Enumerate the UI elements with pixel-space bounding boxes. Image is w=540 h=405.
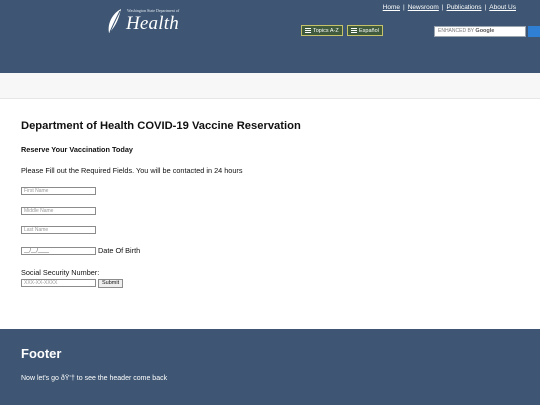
list-icon <box>305 28 311 33</box>
ssn-label: Social Security Number: <box>21 268 100 277</box>
leaf-logo-icon <box>105 7 125 35</box>
home-link[interactable]: Home <box>382 4 401 11</box>
espanol-label: Español <box>359 28 379 34</box>
link-separator: | <box>403 4 405 11</box>
site-footer <box>0 329 540 405</box>
newsroom-link[interactable]: Newsroom <box>407 4 439 11</box>
date-of-birth-field[interactable]: __/__/____ <box>21 247 96 255</box>
ssn-field[interactable]: XXX-XX-XXXX <box>21 279 96 287</box>
page-subtitle: Reserve Your Vaccination Today <box>21 145 133 154</box>
site-header <box>0 0 540 73</box>
doh-logo[interactable] <box>105 6 180 36</box>
about-us-link[interactable]: About Us <box>489 4 516 11</box>
google-brand-text: Google <box>475 28 495 34</box>
nav-band <box>0 73 540 99</box>
submit-button[interactable]: Submit <box>98 279 123 288</box>
list-icon <box>351 28 357 33</box>
last-name-field[interactable]: Last Name <box>21 226 96 234</box>
page-title: Department of Health COVID-19 Vaccine Reservation <box>21 120 301 132</box>
search-button[interactable] <box>528 26 540 37</box>
espanol-button[interactable] <box>347 25 383 36</box>
topics-a-z-label: Topics A-Z <box>313 28 339 34</box>
publications-link[interactable]: Publications <box>446 4 482 11</box>
link-separator: | <box>441 4 444 11</box>
link-separator: | <box>484 4 487 11</box>
topics-a-z-button[interactable] <box>301 25 343 36</box>
top-links <box>383 4 516 11</box>
footer-title: Footer <box>21 346 62 361</box>
search-enhanced-by-text: ENHANCED BY <box>438 28 475 34</box>
first-name-field[interactable]: First Name <box>21 187 96 195</box>
logo-health-text: Health <box>126 13 179 34</box>
footer-text: Now let's go ðŸ‘† to see the header come back <box>21 375 168 382</box>
logo-department-text: Washington State Department of <box>127 8 180 13</box>
date-of-birth-label: Date Of Birth <box>98 246 141 255</box>
search-input[interactable] <box>434 26 526 37</box>
instructions-text: Please Fill out the Required Fields. You will be contacted in 24 hours <box>21 166 243 175</box>
middle-name-field[interactable]: Middle Name <box>21 207 96 215</box>
